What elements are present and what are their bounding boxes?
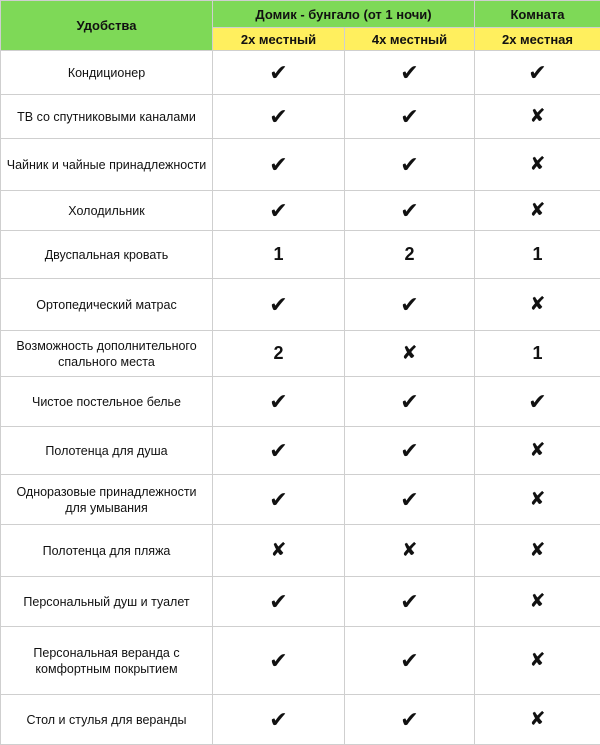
- table-row: [1, 577, 600, 627]
- table-row: [1, 139, 600, 191]
- amenity-label: Персональная веранда с комфортным покрытием: [1, 627, 213, 695]
- check-icon: ✔: [345, 139, 475, 191]
- amenity-label: Возможность дополнительного спального места: [1, 331, 213, 377]
- cross-icon: ✘: [475, 695, 600, 745]
- header-room-2: 2х местная: [475, 28, 600, 51]
- cross-icon: ✘: [475, 191, 600, 231]
- amenity-label: Чайник и чайные принадлежности: [1, 139, 213, 191]
- amenity-label: Холодильник: [1, 191, 213, 231]
- amenity-label: Персональный душ и туалет: [1, 577, 213, 627]
- amenity-label: Кондиционер: [1, 51, 213, 95]
- amenity-label: Ортопедический матрас: [1, 279, 213, 331]
- check-icon: ✔: [213, 377, 345, 427]
- cross-icon: ✘: [475, 627, 600, 695]
- check-icon: ✔: [475, 377, 600, 427]
- table-row: [1, 695, 600, 745]
- check-icon: ✔: [213, 95, 345, 139]
- check-icon: ✔: [213, 627, 345, 695]
- check-icon: ✔: [213, 139, 345, 191]
- cross-icon: ✘: [475, 577, 600, 627]
- table-row: [1, 191, 600, 231]
- check-icon: ✔: [213, 191, 345, 231]
- check-icon: ✔: [213, 475, 345, 525]
- check-icon: ✔: [213, 695, 345, 745]
- amenities-body: [1, 51, 600, 745]
- amenity-label: Стол и стулья для веранды: [1, 695, 213, 745]
- cross-icon: ✘: [475, 95, 600, 139]
- header-room-group: Комната: [475, 1, 600, 28]
- table-row: [1, 525, 600, 577]
- quantity-value: 1: [213, 231, 345, 279]
- check-icon: ✔: [475, 51, 600, 95]
- check-icon: ✔: [213, 427, 345, 475]
- amenity-label: Одноразовые принадлежности для умывания: [1, 475, 213, 525]
- cross-icon: ✘: [475, 427, 600, 475]
- cross-icon: ✘: [475, 525, 600, 577]
- table-row: [1, 331, 600, 377]
- table-row: [1, 377, 600, 427]
- cross-icon: ✘: [345, 331, 475, 377]
- table-row: [1, 427, 600, 475]
- quantity-value: 1: [475, 331, 600, 377]
- check-icon: ✔: [345, 95, 475, 139]
- amenity-label: Полотенца для пляжа: [1, 525, 213, 577]
- check-icon: ✔: [345, 475, 475, 525]
- amenity-label: ТВ со спутниковыми каналами: [1, 95, 213, 139]
- check-icon: ✔: [345, 51, 475, 95]
- check-icon: ✔: [345, 577, 475, 627]
- table-row: [1, 279, 600, 331]
- cross-icon: ✘: [345, 525, 475, 577]
- quantity-value: 2: [345, 231, 475, 279]
- check-icon: ✔: [213, 577, 345, 627]
- cross-icon: ✘: [475, 139, 600, 191]
- check-icon: ✔: [345, 695, 475, 745]
- amenity-label: Полотенца для душа: [1, 427, 213, 475]
- quantity-value: 2: [213, 331, 345, 377]
- check-icon: ✔: [213, 51, 345, 95]
- quantity-value: 1: [475, 231, 600, 279]
- table-row: [1, 95, 600, 139]
- cross-icon: ✘: [213, 525, 345, 577]
- table-row: [1, 627, 600, 695]
- header-bungalow-group: Домик - бунгало (от 1 ночи): [213, 1, 475, 28]
- check-icon: ✔: [345, 627, 475, 695]
- table-row: [1, 51, 600, 95]
- header-row-groups: [1, 1, 600, 28]
- cross-icon: ✘: [475, 279, 600, 331]
- check-icon: ✔: [345, 191, 475, 231]
- header-bungalow-4: 4х местный: [345, 28, 475, 51]
- amenity-label: Двуспальная кровать: [1, 231, 213, 279]
- table-row: [1, 475, 600, 525]
- table-row: [1, 231, 600, 279]
- header-bungalow-2: 2х местный: [213, 28, 345, 51]
- check-icon: ✔: [345, 427, 475, 475]
- check-icon: ✔: [345, 377, 475, 427]
- amenity-label: Чистое постельное белье: [1, 377, 213, 427]
- header-amenities: Удобства: [1, 1, 213, 51]
- cross-icon: ✘: [475, 475, 600, 525]
- check-icon: ✔: [213, 279, 345, 331]
- check-icon: ✔: [345, 279, 475, 331]
